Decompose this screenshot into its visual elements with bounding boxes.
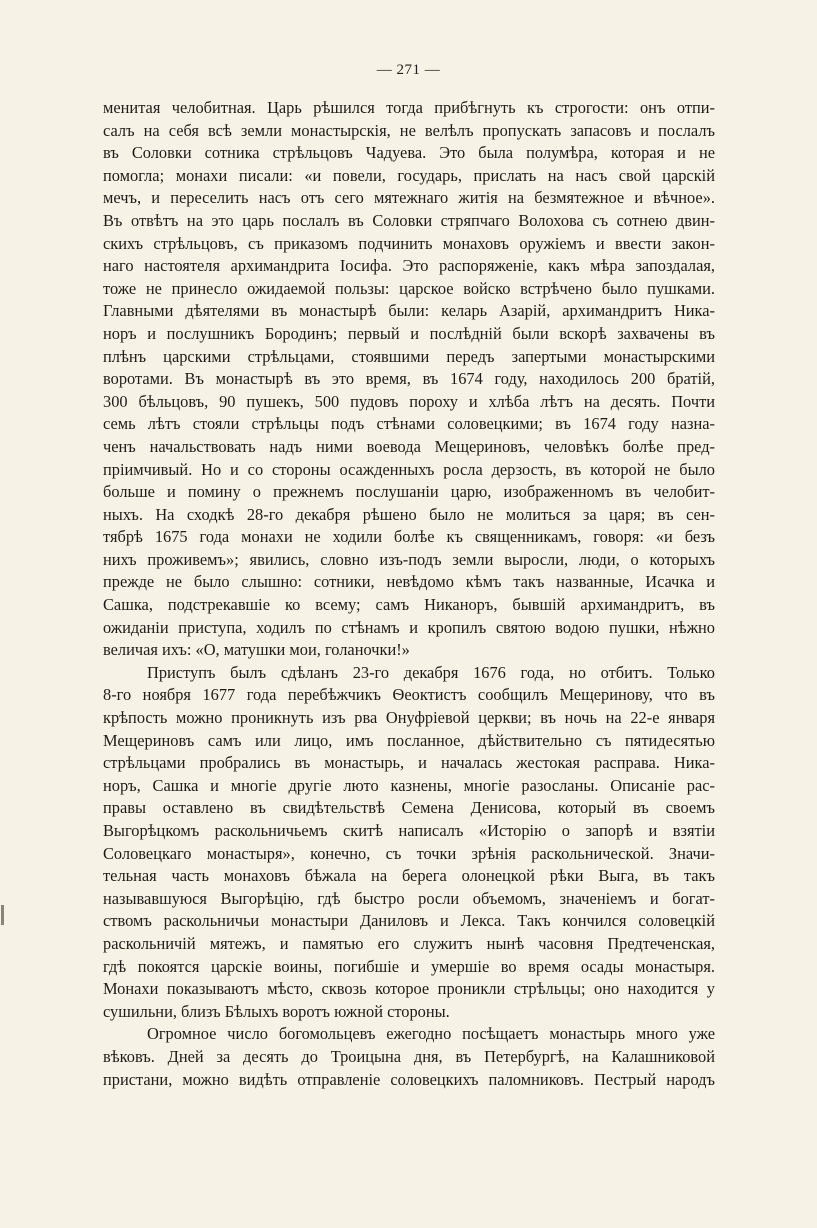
text-line: прежде не было слышно: сотники, невѣдомо кѣмъ такъ названные, Исачка и bbox=[103, 572, 715, 592]
text-line: пріимчивый. Но и со стороны осажденныхъ росла дерзость, въ которой не было bbox=[103, 459, 715, 479]
paragraph-start-line: Приступъ былъ сдѣланъ 23-го декабря 1676 года, но отбитъ. Только bbox=[147, 662, 715, 682]
text-line: наго настоятеля архимандрита Іосифа. Это распоряженіе, какъ мѣра запоздалая, bbox=[103, 256, 715, 276]
text-line: Въ отвѣтъ на это царь послалъ въ Соловки стряпчаго Волохова съ сотнею двин- bbox=[103, 210, 715, 230]
text-line: въ Соловки сотника стрѣльцовъ Чадуева. Это была полумѣра, которая и не bbox=[103, 143, 715, 163]
text-line: сушильни, близъ Бѣлыхъ воротъ южной стороны. bbox=[103, 1001, 450, 1021]
text-line: салъ на себя всѣ земли монастырскія, не велѣлъ пропускать запасовъ и послалъ bbox=[103, 120, 715, 140]
text-line: крѣпость можно проникнуть изъ рва Онуфріевой церкви; въ ночь на 22-е января bbox=[103, 708, 715, 728]
text-line: ствомъ раскольничьи монастыри Даниловъ и Лекса. Такъ кончился соловецкій bbox=[103, 911, 715, 931]
text-line: Монахи показываютъ мѣсто, сквозь которое проникли стрѣльцы; оно находится у bbox=[103, 979, 715, 999]
text-line: ченъ начальствовать надъ ними воевода Мещериновъ, человѣкъ болѣе пред- bbox=[103, 436, 715, 456]
page-edge-mark bbox=[1, 905, 4, 925]
text-line: плѣнъ царскими стрѣльцами, стоявшими передъ запертыми монастырскими bbox=[103, 346, 715, 366]
text-line: 8-го ноября 1677 года перебѣжчикъ Ѳеоктистъ сообщилъ Мещеринову, что въ bbox=[103, 685, 715, 705]
text-line: ныхъ. На сходкѣ 28-го декабря рѣшено было не молиться за царя; въ сен- bbox=[103, 504, 715, 524]
body-text bbox=[103, 97, 715, 1091]
text-line: Мещериновъ самъ или лицо, имъ посланное, дѣйствительно съ пятидесятью bbox=[103, 730, 715, 750]
text-line: 300 бѣльцовъ, 90 пушекъ, 500 пудовъ пороху и хлѣба лѣтъ на десять. Почти bbox=[103, 391, 715, 411]
text-line: Главными дѣятелями въ монастырѣ были: келарь Азарій, архимандритъ Ника- bbox=[103, 301, 715, 321]
text-line: величая ихъ: «О, матушки мои, голаночки!» bbox=[103, 640, 410, 660]
text-line: норъ и послушникъ Бородинъ; первый и послѣдній были вскорѣ захвачены въ bbox=[103, 323, 715, 343]
text-line: вѣковъ. Дней за десять до Троицына дня, въ Петербургѣ, на Калашниковой bbox=[103, 1046, 715, 1066]
text-line: Сашка, подстрекавшіе ко всему; самъ Никаноръ, бывшій архимандритъ, въ bbox=[103, 595, 715, 615]
text-line: стрѣльцами пробрались въ монастырь, и началась жестокая расправа. Ника- bbox=[103, 753, 715, 773]
text-line: нихъ проживемъ»; явились, словно изъ-подъ земли выросли, люди, о которыхъ bbox=[103, 549, 715, 569]
text-line: называвшуюся Выгорѣцію, гдѣ быстро росли объемомъ, значеніемъ и богат- bbox=[103, 888, 715, 908]
text-line: норъ, Сашка и многіе другіе люто казнены, многіе разосланы. Описаніе рас- bbox=[103, 775, 715, 795]
page-number: — 271 — bbox=[376, 62, 441, 78]
text-line: раскольничій мятежъ, и памятью его служитъ нынѣ часовня Предтеченская, bbox=[103, 933, 715, 953]
text-line: тоже не принесло ожидаемой пользы: царское войско встрѣчено было пушками. bbox=[103, 278, 715, 298]
paragraph-start-line: Огромное число богомольцевъ ежегодно посѣщаетъ монастырь много уже bbox=[147, 1024, 715, 1044]
text-line: воротами. Въ монастырѣ въ это время, въ 1674 году, находилось 200 братій, bbox=[103, 369, 715, 389]
text-line: гдѣ покоятся царскіе воины, погибшіе и умершіе во время осады монастыря. bbox=[103, 956, 715, 976]
text-line: скихъ стрѣльцовъ, съ приказомъ подчинить монаховъ оружіемъ и ввести закон- bbox=[103, 233, 715, 253]
text-line: пристани, можно видѣть отправленіе соловецкихъ паломниковъ. Пестрый народъ bbox=[103, 1069, 715, 1089]
text-line: тябрѣ 1675 года монахи не ходили болѣе къ священникамъ, говоря: «и безъ bbox=[103, 527, 715, 547]
text-line: Выгорѣцкомъ раскольничьемъ скитѣ написалъ «Исторію о запорѣ и взятіи bbox=[103, 821, 715, 840]
text-line: правы оставлено въ свидѣтельствѣ Семена Денисова, который въ своемъ bbox=[103, 798, 715, 818]
text-line: больше и помину о прежнемъ послушаніи царю, изображенномъ въ челобит- bbox=[103, 482, 715, 502]
text-line: ожиданіи приступа, ходилъ по стѣнамъ и кропилъ святою водою пушки, нѣжно bbox=[103, 617, 715, 637]
text-line: помогла; монахи писали: «и повели, государь, прислать на насъ свой царскій bbox=[103, 165, 715, 185]
text-line: семь лѣтъ стояли стрѣльцы подъ стѣнами соловецкими; въ 1674 году назна- bbox=[103, 414, 715, 434]
text-line: тельная часть монаховъ бѣжала на берега олонецкой рѣки Выга, въ такъ bbox=[103, 866, 715, 886]
text-line: мечъ, и переселить насъ отъ сего мятежнаго житія на безмятежное и вѣчное». bbox=[103, 188, 715, 208]
text-line: Соловецкаго монастыря», конечно, съ точки зрѣнія раскольнической. Значи- bbox=[103, 843, 715, 863]
text-line: менитая челобитная. Царь рѣшился тогда прибѣгнуть къ строгости: онъ отпи- bbox=[103, 98, 715, 117]
